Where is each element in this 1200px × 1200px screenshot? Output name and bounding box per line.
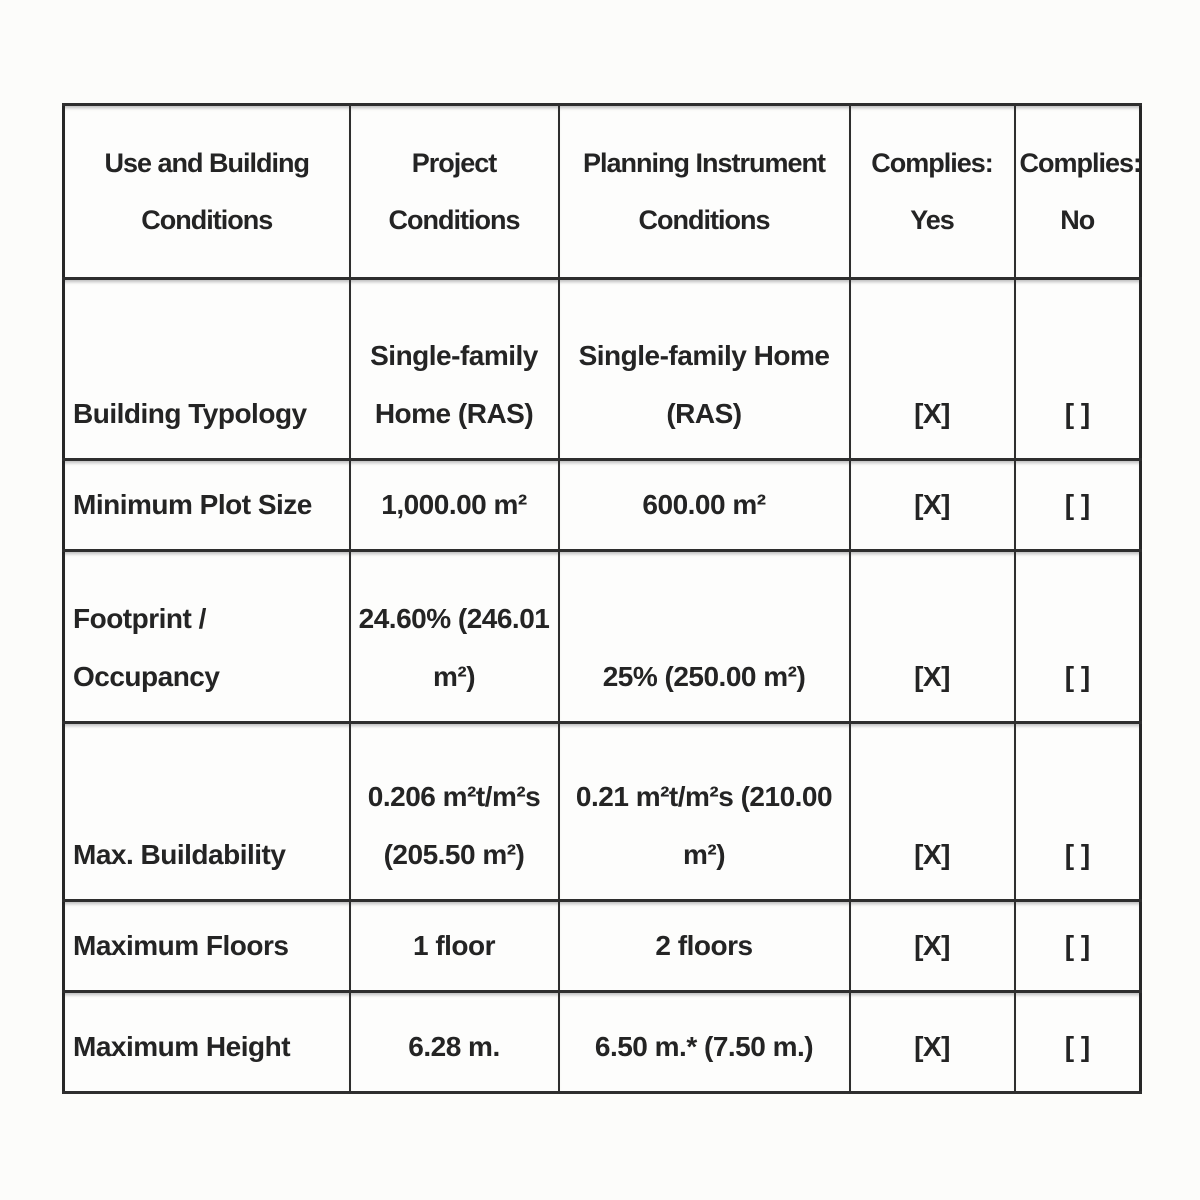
project-conditions-cell: Single-family Home (RAS) xyxy=(350,279,559,460)
project-conditions-cell: 0.206 m²t/m²s (205.50 m²) xyxy=(350,723,559,901)
header-row xyxy=(64,105,1141,279)
project-conditions-cell: 24.60% (246.01 m²) xyxy=(350,551,559,723)
project-conditions-cell: 1,000.00 m² xyxy=(350,460,559,551)
table-row-maximum-floors xyxy=(64,901,1141,992)
complies-yes-mark: [X] xyxy=(850,723,1015,901)
complies-yes-mark: [X] xyxy=(850,279,1015,460)
table-row-max-buildability xyxy=(64,723,1141,901)
column-header-planning-instrument: Planning Instrument Conditions xyxy=(559,105,850,279)
column-header-project: Project Conditions xyxy=(350,105,559,279)
table-row-building-typology xyxy=(64,279,1141,460)
complies-no-mark: [ ] xyxy=(1015,279,1141,460)
condition-label-cell: Max. Buildability xyxy=(64,723,350,901)
complies-no-mark: [ ] xyxy=(1015,723,1141,901)
compliance-table xyxy=(62,103,1142,1094)
planning-conditions-cell: 0.21 m²t/m²s (210.00 m²) xyxy=(559,723,850,901)
project-conditions-cell: 6.28 m. xyxy=(350,992,559,1093)
complies-yes-mark: [X] xyxy=(850,460,1015,551)
planning-conditions-cell: 6.50 m.* (7.50 m.) xyxy=(559,992,850,1093)
condition-label-cell: Footprint / Occupancy xyxy=(64,551,350,723)
condition-label-cell: Maximum Height xyxy=(64,992,350,1093)
planning-conditions-cell: 25% (250.00 m²) xyxy=(559,551,850,723)
complies-no-mark: [ ] xyxy=(1015,551,1141,723)
complies-yes-mark: [X] xyxy=(850,992,1015,1093)
table-sheet xyxy=(62,103,1142,1094)
complies-yes-mark: [X] xyxy=(850,901,1015,992)
planning-conditions-cell: 2 floors xyxy=(559,901,850,992)
planning-conditions-cell: 600.00 m² xyxy=(559,460,850,551)
column-header-complies-yes: Complies: Yes xyxy=(850,105,1015,279)
project-conditions-cell: 1 floor xyxy=(350,901,559,992)
condition-label-cell: Minimum Plot Size xyxy=(64,460,350,551)
complies-no-mark: [ ] xyxy=(1015,992,1141,1093)
column-header-conditions: Use and Building Conditions xyxy=(64,105,350,279)
table-row-maximum-height xyxy=(64,992,1141,1093)
complies-no-mark: [ ] xyxy=(1015,460,1141,551)
complies-no-mark: [ ] xyxy=(1015,901,1141,992)
table-row-footprint-occupancy xyxy=(64,551,1141,723)
column-header-complies-no: Complies: No xyxy=(1015,105,1141,279)
complies-yes-mark: [X] xyxy=(850,551,1015,723)
condition-label-cell: Maximum Floors xyxy=(64,901,350,992)
condition-label-cell: Building Typology xyxy=(64,279,350,460)
planning-conditions-cell: Single-family Home (RAS) xyxy=(559,279,850,460)
table-row-minimum-plot-size xyxy=(64,460,1141,551)
